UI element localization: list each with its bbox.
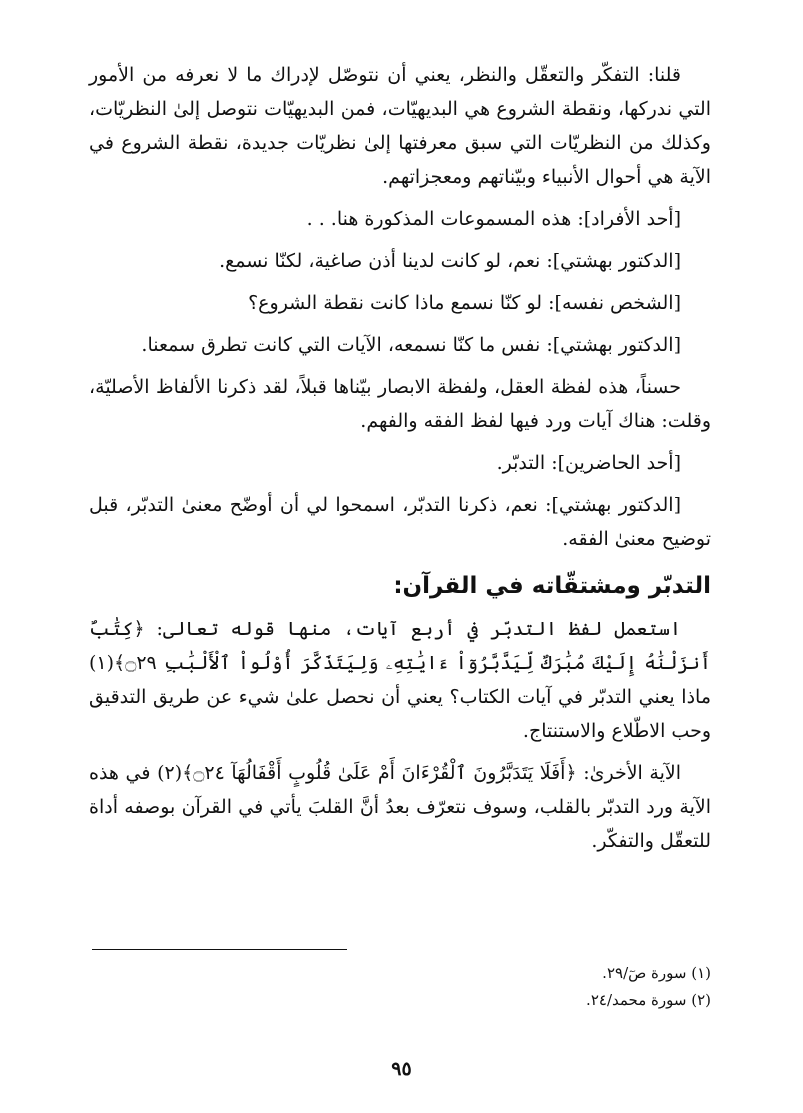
dialogue-line: [أحد الحاضرين]: التدبّر. [496,452,681,474]
paragraph: الآية الأخرىٰ: ﴿أَفَلَا يَتَدَبَّرُونَ ٱلْقُرْءَانَ أَمْ عَلَىٰ قُلُوبٍ أَقْفَالُهَآ ۝٢٤﴾(٢) في هذه الآية ورد التدبّر بالقلب، وسوف نتعرّف بعدُ أنَّ القلبَ يأتي في القرآن بوصفه أداة للتعقّل والتفكّر. [89,762,711,852]
footnote: (٢) سورة محمد/٢٤. [586,991,711,1009]
dialogue-line: [الدكتور بهشتي]: نفس ما كنّا نسمعه، الآيات التي كانت تطرق سمعنا. [141,334,681,356]
footnote-divider [92,949,347,950]
dialogue-line: [الدكتور بهشتي]: نعم، لو كانت لدينا أذن صاغية، لكنّا نسمع. [219,250,681,272]
page-number: ٩٥ [391,1058,412,1080]
paragraph: حسناً، هذه لفظة العقل، ولفظة الابصار بيّناها قبلاً، لقد ذكرنا الألفاظ الأصليّة، وقلت: هناك آيات ورد فيها لفظ الفقه والفهم. [89,376,711,432]
main-text [89,58,711,858]
paragraph: [الدكتور بهشتي]: نعم، ذكرنا التدبّر، اسمحوا لي أن أوضّح معنىٰ التدبّر، قبل توضيح معنىٰ الفقه. [89,494,711,550]
footnote: (١) سورة صٓ/٢٩. [602,964,711,982]
section-heading: التدبّر ومشتقّاته في القرآن: [393,573,711,599]
dialogue-line: [أحد الأفراد]: هذه المسموعات المذكورة هنا. . . [306,208,681,230]
paragraph: قلنا: التفكّر والتعقّل والنظر، يعني أن نتوصّل لإدراك ما لا نعرفه من الأمور التي ندركها، ونقطة الشروع هي البديهيّات، فمن البديهيّات نتوصل إلىٰ النظريّات، وكذلك من النظريّات التي سبق معرفتها إلىٰ نظريّات جديدة، نقطة الشروع في الآية هي أحوال الأنبياء وبيّناتهم ومعجزاتهم. [89,64,711,188]
dialogue-line: [الشخص نفسه]: لو كنّا نسمع ماذا كانت نقطة الشروع؟ [248,292,681,314]
paragraph: استعمل لفظ التدبّر في أربع آيات، منها قوله تعالى: ﴿كِتَٰبٌ أَنزَلْنَٰهُ إِلَيْكَ مُبَٰرَكٌ لِّيَدَّبَّرُوٓاْ ءَايَٰتِهِۦ وَلِيَتَذَكَّرَ أُوْلُواْ ٱلْأَلْبَٰبِ ۝٢٩﴾(١) ماذا يعني التدبّر في آيات الكتاب؟ يعني أن نحصل علىٰ شيء عن طريق التدقيق وحب الاطّلاع والاستنتاج. [89,618,711,742]
